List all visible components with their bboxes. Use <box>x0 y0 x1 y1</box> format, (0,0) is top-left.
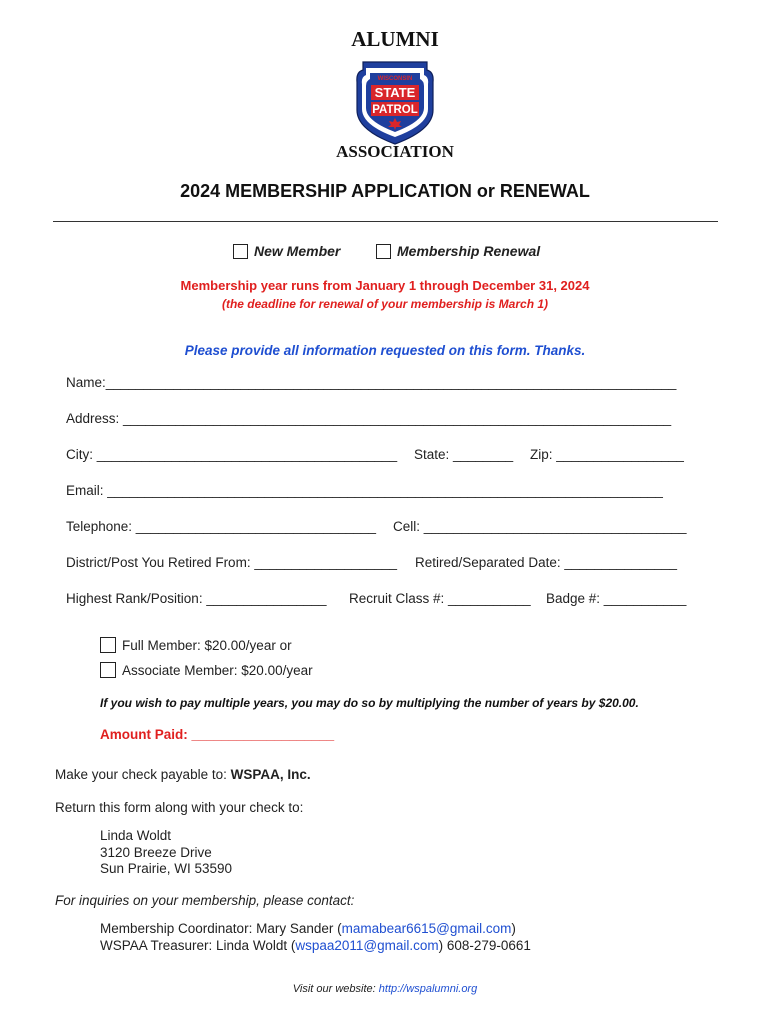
inquiries-heading: For inquiries on your membership, please contact: <box>55 893 355 908</box>
coordinator-prefix: Membership Coordinator: Mary Sander ( <box>100 921 342 936</box>
recruit-class-field[interactable]: Recruit Class #: ___________ <box>349 591 531 606</box>
new-member-label: New Member <box>254 243 341 259</box>
full-member-label: Full Member: $20.00/year or <box>122 637 292 653</box>
treasurer-suffix: ) 608-279-0661 <box>438 938 531 953</box>
treasurer-contact <box>100 938 531 953</box>
state-field[interactable]: State: ________ <box>414 447 514 462</box>
email-field[interactable]: Email: __________________________________________________________________________ <box>66 483 663 498</box>
footer-prefix: Visit our website: <box>292 983 379 995</box>
logo-bottom-text: ASSOCIATION <box>336 142 454 161</box>
coordinator-suffix: ) <box>511 921 516 936</box>
payable-prefix: Make your check payable to: <box>55 767 231 782</box>
logo-state-text: STATE <box>374 85 416 100</box>
renewal-deadline-notice: (the deadline for renewal of your membership is March 1) <box>221 297 549 311</box>
renewal-checkbox[interactable] <box>376 244 391 259</box>
form-title: 2024 MEMBERSHIP APPLICATION or RENEWAL <box>180 181 590 201</box>
payee-name: WSPAA, Inc. <box>230 767 311 782</box>
multi-year-note: If you wish to pay multiple years, you may do so by multiplying the number of years by $20.00. <box>100 696 639 710</box>
logo-top-text: ALUMNI <box>351 27 439 51</box>
telephone-field[interactable]: Telephone: ________________________________ <box>66 519 377 534</box>
alumni-association-logo <box>330 22 460 162</box>
city-field[interactable]: City: ________________________________________ <box>66 447 398 462</box>
associate-member-option[interactable] <box>100 662 313 678</box>
renewal-option[interactable] <box>376 243 540 259</box>
return-instruction: Return this form along with your check to: <box>55 800 304 815</box>
address-field[interactable]: Address: _________________________________________________________________________ <box>66 411 672 426</box>
cell-field[interactable]: Cell: ___________________________________ <box>393 519 687 534</box>
instruction-text: Please provide all information requested on this form. Thanks. <box>184 343 586 358</box>
retired-date-field[interactable]: Retired/Separated Date: _______________ <box>415 555 677 570</box>
district-post-field[interactable]: District/Post You Retired From: ___________________ <box>66 555 397 570</box>
treasurer-prefix: WSPAA Treasurer: Linda Woldt ( <box>100 938 296 953</box>
return-address-city: Sun Prairie, WI 53590 <box>100 861 233 876</box>
website-link[interactable]: http://wspalumni.org <box>378 983 478 995</box>
shield-logo-graphic <box>330 22 460 162</box>
full-member-option[interactable] <box>100 637 292 653</box>
new-member-option[interactable] <box>233 243 340 259</box>
renewal-label: Membership Renewal <box>397 243 541 259</box>
membership-year-notice: Membership year runs from January 1 through December 31, 2024 <box>180 278 590 293</box>
logo-patrol-text: PATROL <box>372 104 418 116</box>
name-field[interactable]: Name:____________________________________________________________________________ <box>66 375 677 390</box>
payable-line <box>55 767 311 782</box>
treasurer-email-link[interactable]: wspaa2011@gmail.com <box>295 938 439 953</box>
title-divider <box>53 221 718 222</box>
badge-field[interactable]: Badge #: ___________ <box>546 591 687 606</box>
logo-small-text: WISCONSIN <box>377 76 413 82</box>
amount-paid-field[interactable]: Amount Paid: ___________________ <box>100 727 335 742</box>
rank-position-field[interactable]: Highest Rank/Position: ________________ <box>66 591 327 606</box>
associate-member-label: Associate Member: $20.00/year <box>122 662 313 678</box>
new-member-checkbox[interactable] <box>233 244 248 259</box>
return-address-name: Linda Woldt <box>100 828 172 843</box>
associate-member-checkbox[interactable] <box>100 662 116 678</box>
coordinator-contact <box>100 921 516 936</box>
coordinator-email-link[interactable]: mamabear6615@gmail.com <box>341 921 512 936</box>
zip-field[interactable]: Zip: _________________ <box>530 447 684 462</box>
full-member-checkbox[interactable] <box>100 637 116 653</box>
return-address-street: 3120 Breeze Drive <box>100 845 212 860</box>
website-footer <box>0 983 770 995</box>
